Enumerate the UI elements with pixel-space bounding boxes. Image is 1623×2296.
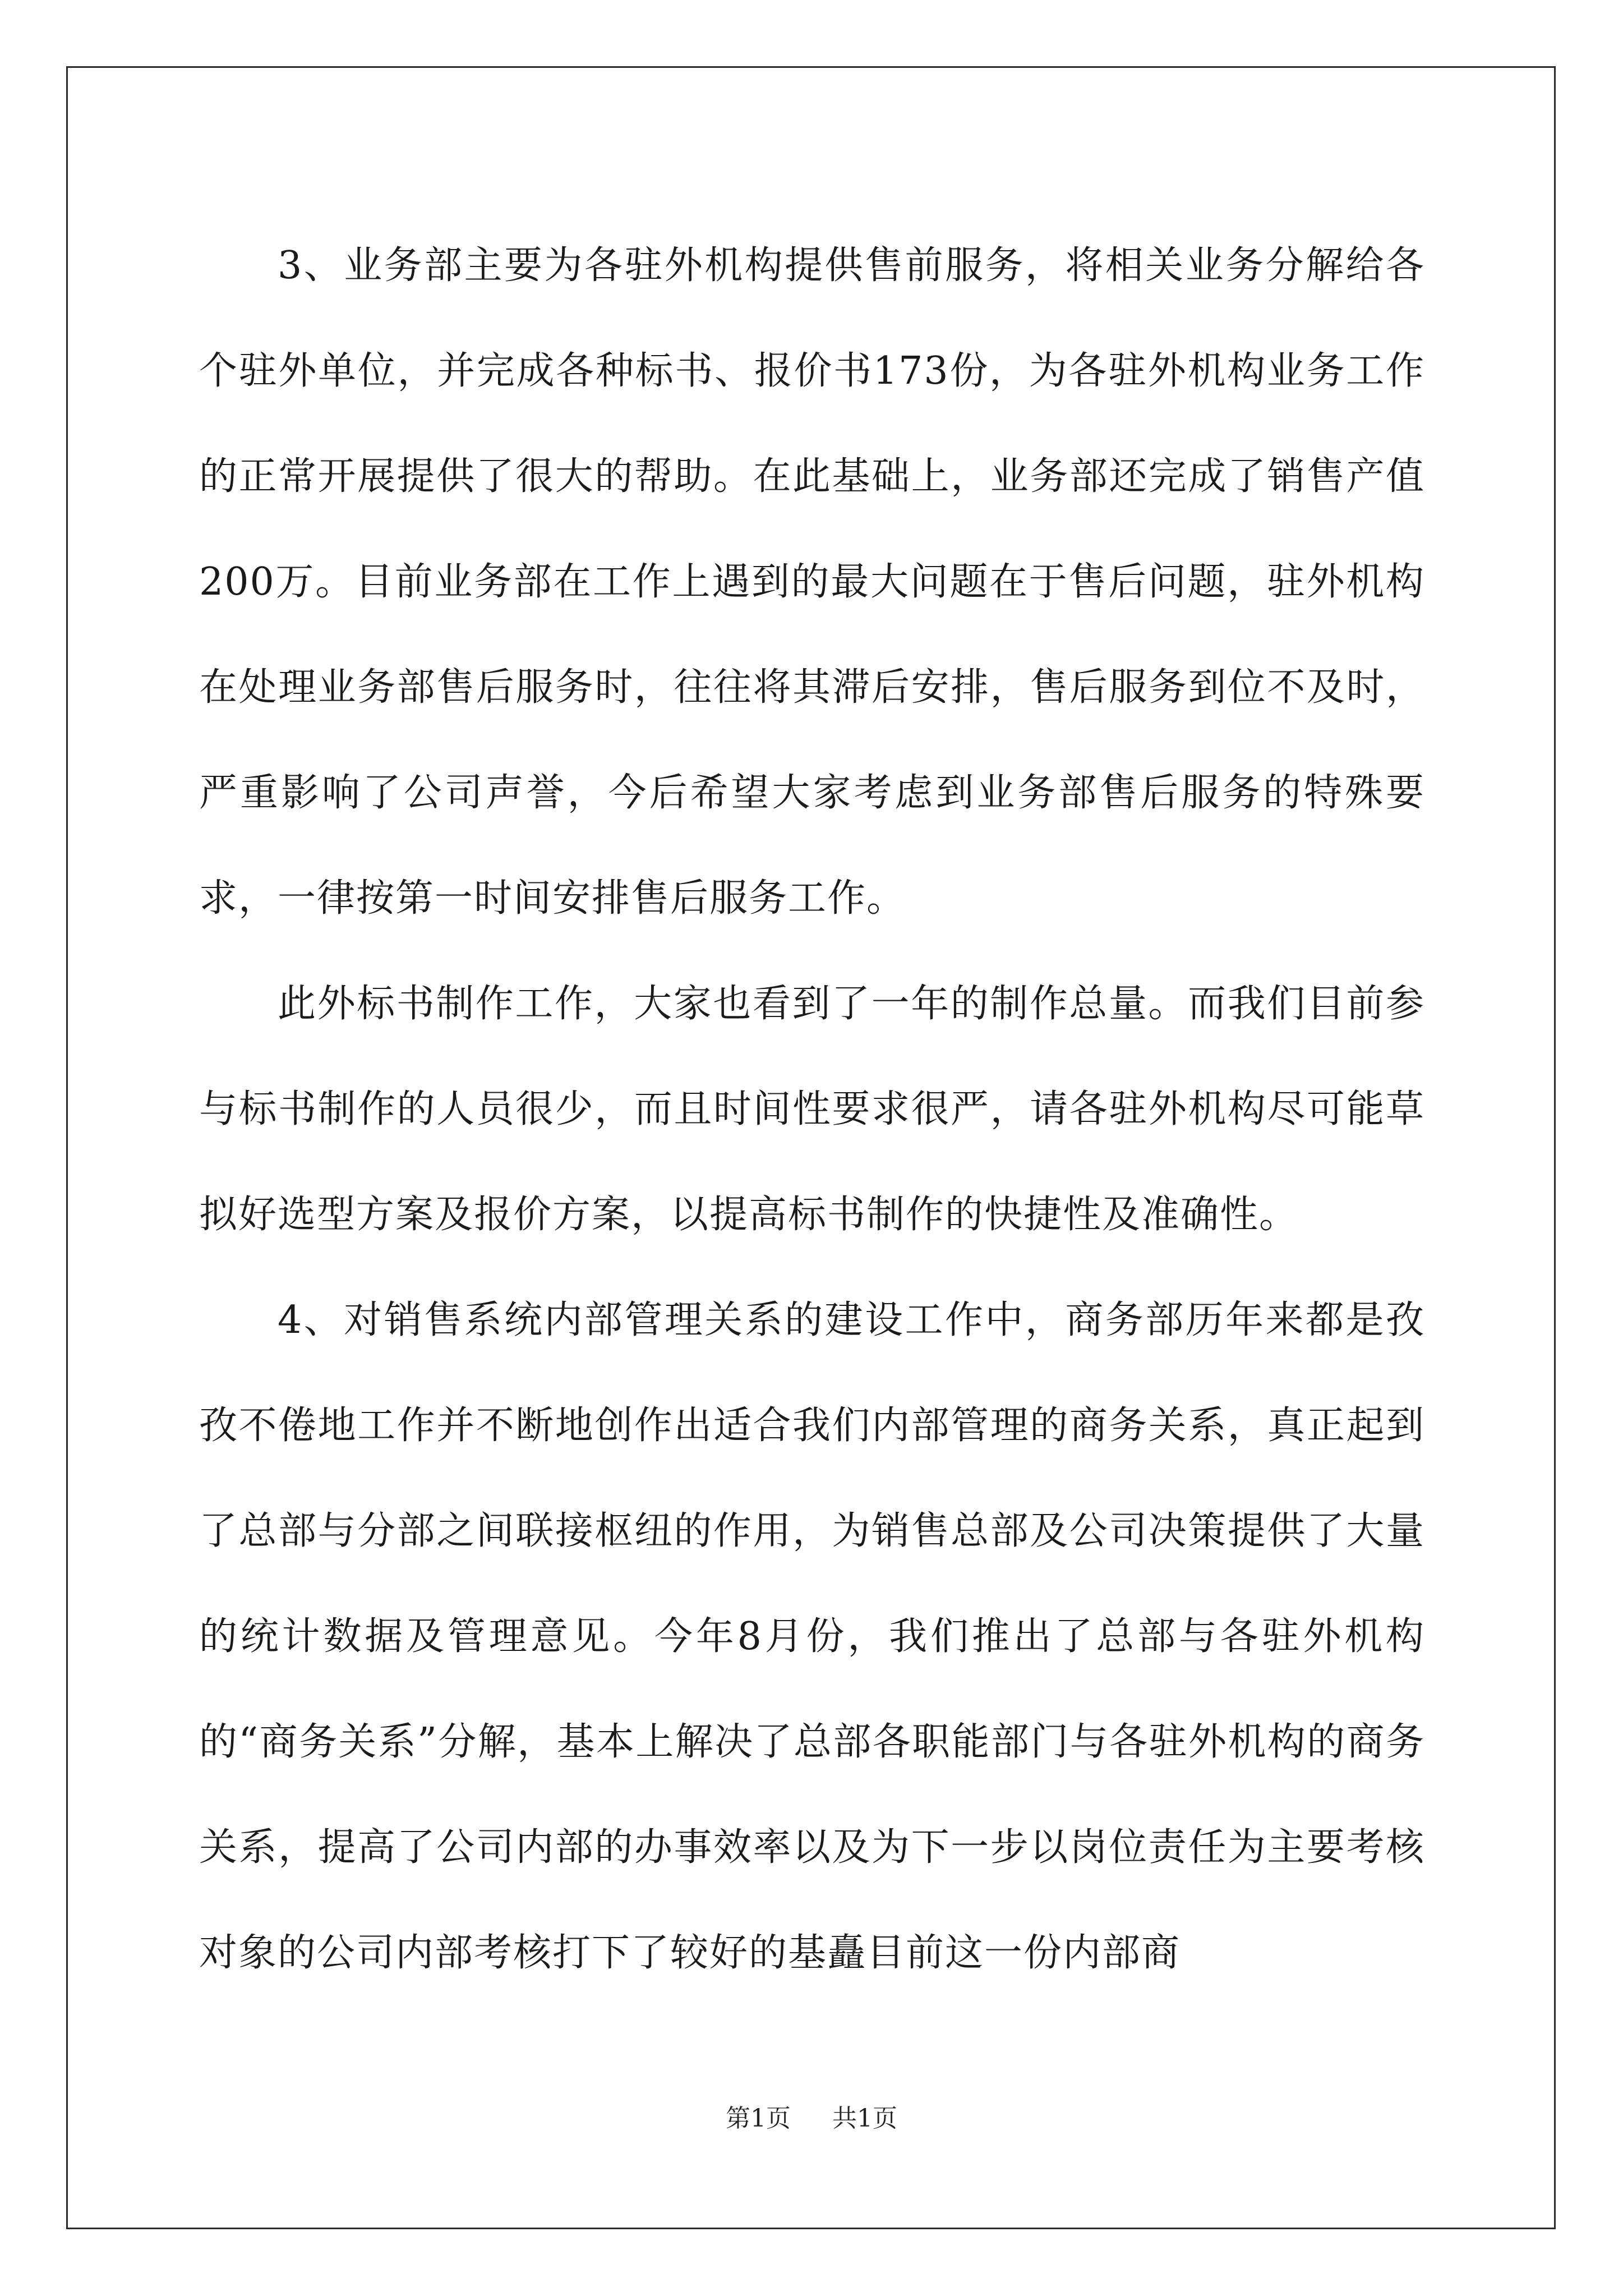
page-footer [0,2098,1623,2134]
document-body [199,213,1425,2006]
paragraph-1: 3、业务部主要为各驻外机构提供售前服务，将相关业务分解给各个驻外单位，并完成各种标书、报价书173份，为各驻外机构业务工作的正常开展提供了很大的帮助。在此基础上，业务部还完成了销售产值200万。目前业务部在工作上遇到的最大问题在于售后问题，驻外机构在处理业务部售后服务时，往往将其滞后安排，售后服务到位不及时，严重影响了公司声誉，今后希望大家考虑到业务部售后服务的特殊要求，一律按第一时间安排售后服务工作。 [199,243,1425,921]
page-total: 共1页 [832,2104,897,2133]
paragraph-3: 4、对销售系统内部管理关系的建设工作中，商务部历年来都是孜孜不倦地工作并不断地创作出适合我们内部管理的商务关系，真正起到了总部与分部之间联接枢纽的作用，为销售总部及公司决策提供了大量的统计数据及管理意见。今年8月份，我们推出了总部与各驻外机构的“商务关系”分解，基本上解决了总部各职能部门与各驻外机构的商务关系，提高了公司内部的办事效率以及为下一步以岗位责任为主要考核对象的公司内部考核打下了较好的基矗目前这一份内部商 [199,1298,1425,1975]
paragraph-2: 此外标书制作工作，大家也看到了一年的制作总量。而我们目前参与标书制作的人员很少，而且时间性要求很严，请各驻外机构尽可能草拟好选型方案及报价方案，以提高标书制作的快捷性及准确性。 [199,982,1425,1237]
page-number: 第1页 [726,2104,791,2133]
